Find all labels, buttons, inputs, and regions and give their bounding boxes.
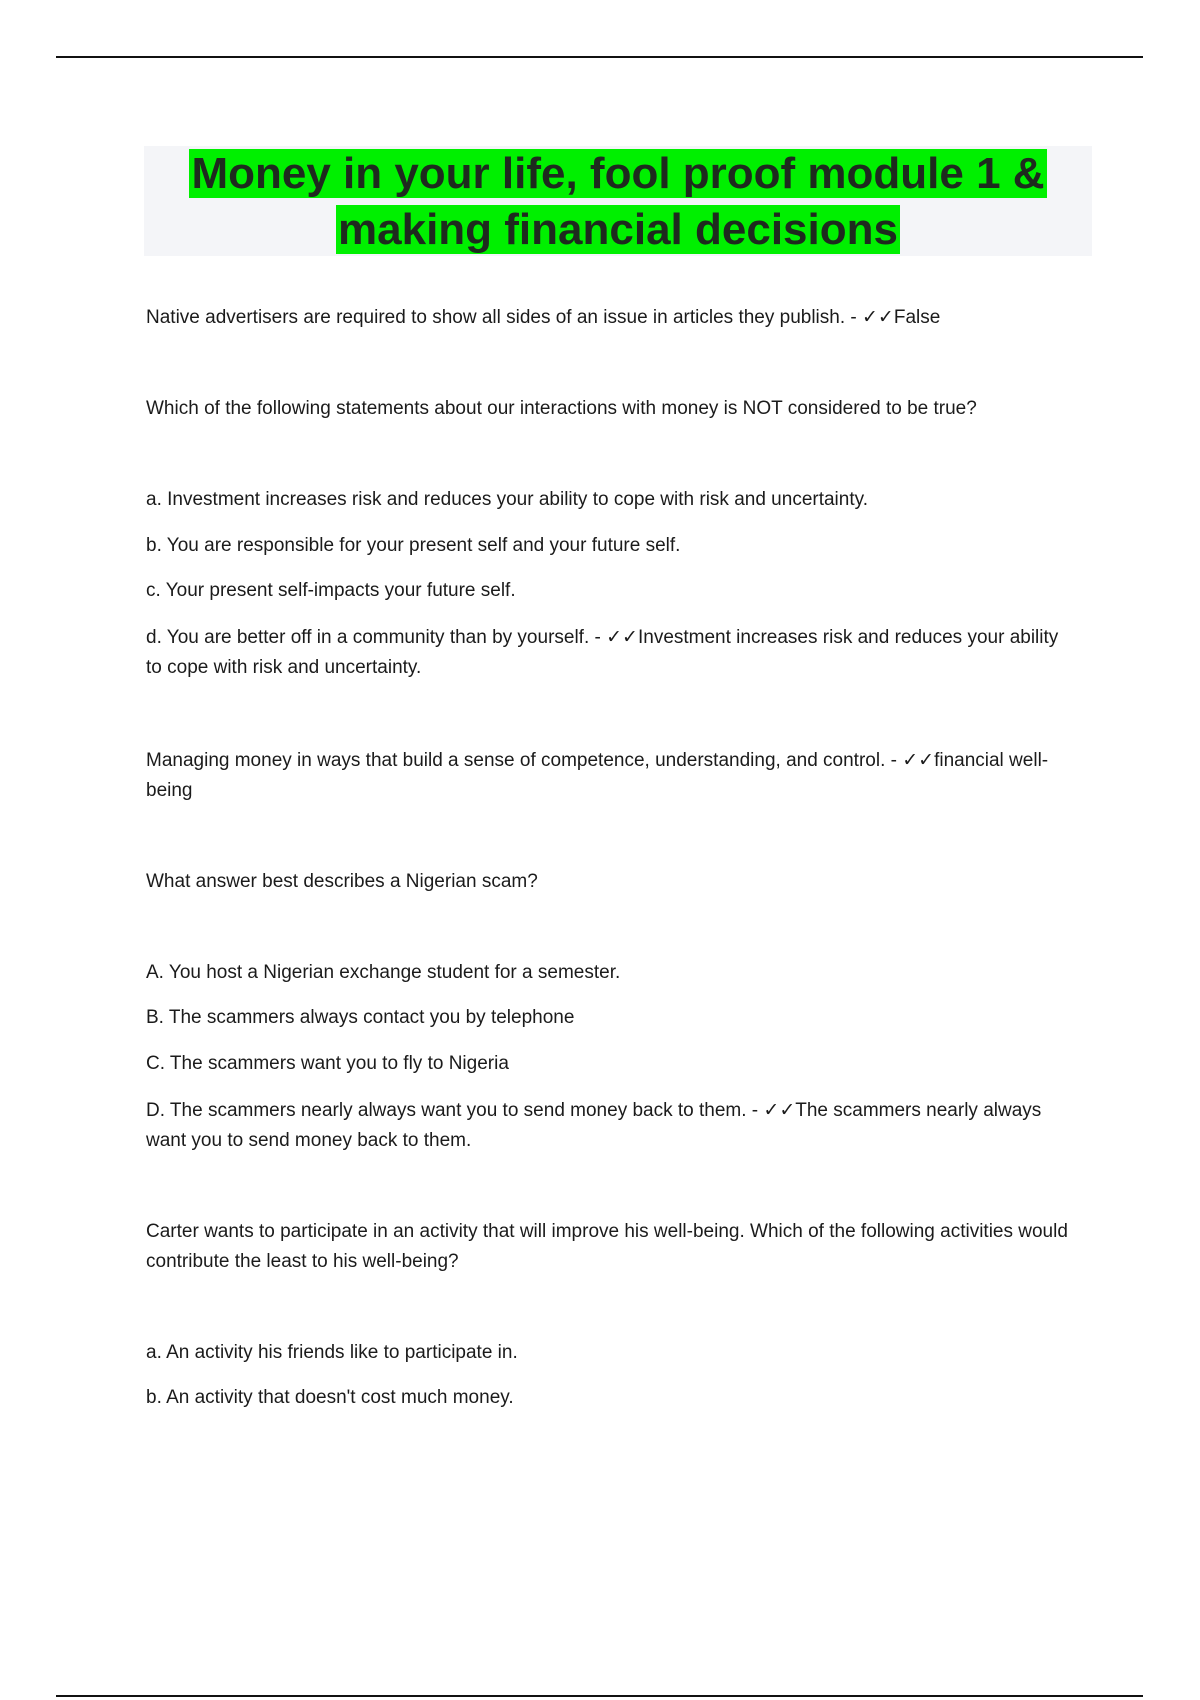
option-c-fly-nigeria: C. The scammers want you to fly to Nigeria	[146, 1053, 509, 1074]
option-b-telephone: B. The scammers always contact you by telephone	[146, 1007, 575, 1028]
top-rule	[56, 56, 1143, 58]
question-nigerian-scam: What answer best describes a Nigerian scam?	[146, 871, 538, 892]
title-line-2: making financial decisions	[338, 205, 898, 254]
option-a-exchange-student: A. You host a Nigerian exchange student for a semester.	[146, 962, 621, 983]
page-title	[144, 146, 1092, 256]
option-d-community-answer: d. You are better off in a community than by yourself. - ✓✓Investment increases risk and reduces your ability to cope with risk and uncertainty.	[146, 627, 1059, 678]
question-native-advertisers: Native advertisers are required to show all sides of an issue in articles they publish. - ✓✓False	[146, 307, 941, 328]
bottom-rule	[56, 1695, 1143, 1697]
option-d-send-money-answer: D. The scammers nearly always want you to send money back to them. - ✓✓The scammers nearly always want you to send money back to them.	[146, 1100, 1042, 1151]
option-a-friends-activity: a. An activity his friends like to participate in.	[146, 1342, 518, 1363]
option-c-present-self: c. Your present self-impacts your future self.	[146, 580, 516, 601]
question-managing-money: Managing money in ways that build a sense of competence, understanding, and control. - ✓✓financial well-being	[146, 750, 1049, 801]
question-carter-well-being: Carter wants to participate in an activity that will improve his well-being. Which of the following activities would contribute the least to his well-being?	[146, 1221, 1068, 1272]
title-line-1: Money in your life, fool proof module 1 &	[191, 149, 1045, 198]
option-b-responsible: b. You are responsible for your present self and your future self.	[146, 535, 681, 556]
option-b-cheap-activity: b. An activity that doesn't cost much money.	[146, 1387, 514, 1408]
option-a-investment: a. Investment increases risk and reduces your ability to cope with risk and uncertainty.	[146, 489, 868, 510]
question-money-interactions: Which of the following statements about our interactions with money is NOT considered to be true?	[146, 398, 977, 419]
